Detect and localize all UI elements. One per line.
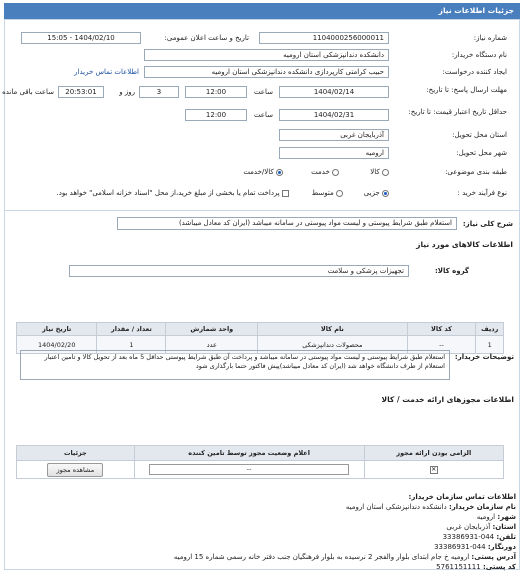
cell-unit: عدد bbox=[166, 336, 258, 354]
category-label: طبقه بندی موضوعی: bbox=[445, 168, 507, 176]
contact-phone bbox=[443, 533, 516, 541]
send-time-label: ساعت bbox=[253, 88, 273, 96]
send-deadline-label: مهلت ارسال پاسخ: تا تاریخ: bbox=[426, 86, 507, 94]
creator-label: ایجاد کننده درخواست: bbox=[442, 68, 507, 76]
fax-key: دورنگار: bbox=[487, 543, 516, 551]
addr-value: ارومیه خ جام ابتدای بلوار والفجر 2 نرسیده به بلوار فرهنگیان جنب دفتر خانه رسمی شماره 15 ارومیه bbox=[173, 553, 470, 561]
need-no-field[interactable]: 1104000256000011 bbox=[259, 32, 389, 44]
post-value: 5761151111 bbox=[436, 563, 481, 571]
radio-goods[interactable] bbox=[382, 169, 389, 176]
fax-value: 044-33386931 bbox=[434, 543, 486, 551]
radio-partial[interactable] bbox=[382, 190, 389, 197]
details-cell bbox=[17, 461, 135, 479]
process-medium-option[interactable] bbox=[312, 189, 343, 197]
contact-postcode bbox=[436, 563, 516, 571]
buyer-notes-label: توضیحات خریدار: bbox=[454, 353, 514, 361]
org-key: نام سازمان خریدار: bbox=[448, 503, 516, 511]
summary-field[interactable]: استعلام طبق شرایط پیوستی و لیست مواد پیوستی در سامانه میباشد (ایران کد معادل میباشد) bbox=[117, 217, 457, 230]
goods-table-header bbox=[17, 323, 504, 336]
remaining-label: ساعت باقی مانده bbox=[2, 88, 54, 96]
need-no-label: شماره نیاز: bbox=[473, 34, 507, 42]
validity-label: حداقل تاریخ اعتبار قیمت: تا تاریخ: bbox=[408, 108, 507, 116]
city-label: شهر محل تحویل: bbox=[456, 149, 507, 157]
status-cell bbox=[134, 461, 364, 479]
province-label: استان محل تحویل: bbox=[452, 131, 507, 139]
radio-service[interactable] bbox=[332, 169, 339, 176]
days-field: 3 bbox=[139, 86, 179, 98]
cell-code: -- bbox=[407, 336, 476, 354]
contact-province bbox=[446, 523, 516, 531]
creator-field[interactable]: حبیب کرامتی کارپردازی دانشکده دندانپزشکی استان ارومیه bbox=[144, 66, 389, 78]
cell-date: 1404/02/20 bbox=[17, 336, 97, 354]
col-name: نام کالا bbox=[258, 323, 407, 336]
col-qty: تعداد / مقدار bbox=[97, 323, 166, 336]
required-cell bbox=[364, 461, 503, 479]
treasury-checkbox[interactable] bbox=[282, 190, 289, 197]
send-date-field[interactable]: 1404/02/14 bbox=[279, 86, 389, 98]
col-code: کد کالا bbox=[407, 323, 476, 336]
announce-field[interactable]: 1404/02/10 - 15:05 bbox=[21, 32, 141, 44]
treasury-note: پرداخت تمام یا بخشی از مبلغ خرید،از محل "اسناد خزانه اسلامی" خواهد بود. bbox=[56, 189, 280, 197]
permits-section-title: اطلاعات مجوزهای ارائه خدمت / کالا bbox=[381, 395, 514, 404]
valid-time-label: ساعت bbox=[253, 111, 273, 119]
contact-fax bbox=[434, 543, 516, 551]
announce-label: تاریخ و ساعت اعلان عمومی: bbox=[164, 34, 249, 42]
province-field[interactable]: آذربایجان غربی bbox=[279, 129, 389, 141]
addr-key: آدرس پستی: bbox=[471, 553, 516, 561]
city-value: ارومیه bbox=[476, 513, 496, 521]
city-field[interactable]: ارومیه bbox=[279, 147, 389, 159]
category-goods-service-option[interactable] bbox=[243, 168, 283, 176]
table-row bbox=[17, 461, 504, 479]
city-key: شهر: bbox=[497, 513, 516, 521]
x-icon: ✕ bbox=[431, 465, 437, 473]
col-details: جزئیات bbox=[17, 446, 135, 461]
goods-service-option-label: کالا/خدمت bbox=[243, 168, 274, 176]
valid-time-field[interactable]: 12:00 bbox=[185, 109, 247, 121]
goods-group-label: گروه کالا: bbox=[434, 267, 469, 275]
valid-date-field[interactable]: 1404/02/31 bbox=[279, 109, 389, 121]
post-key: کد پستی: bbox=[482, 563, 516, 571]
summary-label: شرح کلی نیاز: bbox=[462, 220, 513, 228]
permits-table-header bbox=[17, 446, 504, 461]
prov-key: استان: bbox=[492, 523, 516, 531]
col-status: اعلام وضعیت مجوز توسط تامین کننده bbox=[134, 446, 364, 461]
radio-medium[interactable] bbox=[336, 190, 343, 197]
cell-name: محصولات دندانپزشکی bbox=[258, 336, 407, 354]
col-unit: واحد شمارش bbox=[166, 323, 258, 336]
contact-city bbox=[477, 513, 516, 521]
cell-row: 1 bbox=[476, 336, 504, 354]
page-title: جزئیات اطلاعات نیاز bbox=[4, 3, 520, 19]
buyer-contact-link[interactable]: اطلاعات تماس خریدار bbox=[74, 68, 139, 76]
radio-goods-service[interactable] bbox=[276, 169, 283, 176]
medium-option-label: متوسط bbox=[311, 189, 334, 197]
process-partial-option[interactable] bbox=[364, 189, 389, 197]
tel-key: تلفن: bbox=[496, 533, 516, 541]
buyer-label: نام دستگاه خریدار: bbox=[451, 51, 507, 59]
send-time-field[interactable]: 12:00 bbox=[185, 86, 247, 98]
days-label: روز و bbox=[119, 88, 135, 96]
category-goods-option[interactable] bbox=[370, 168, 389, 176]
category-service-option[interactable] bbox=[311, 168, 339, 176]
goods-section-title: اطلاعات کالاهای مورد نیاز bbox=[416, 240, 513, 249]
view-permit-button[interactable]: مشاهده مجوز bbox=[47, 463, 103, 477]
treasury-payment-option[interactable] bbox=[57, 189, 289, 197]
buyer-notes-field[interactable]: استعلام طبق شرایط پیوستی و لیست مواد پیوستی در سامانه میباشد و پرداخت آن طبق شرایط پیوستی حداقل 5 ماه بعد از تحویل کالا و تامین اعتبار استعلام از طرف دانشگاه خواهد شد (ایران کد معادل میباشد)پیش فاکتور حتما بارگذاری شود bbox=[20, 350, 450, 380]
org-value: دانشکده دندانپزشکی استان ارومیه bbox=[345, 503, 447, 511]
tel-value: 044-33386931 bbox=[442, 533, 495, 541]
col-date: تاریخ نیاز bbox=[17, 323, 97, 336]
prov-value: آذربایجان غربی bbox=[446, 523, 491, 531]
contact-section-title: اطلاعات تماس سازمان خریدار: bbox=[408, 493, 516, 501]
details-panel bbox=[4, 19, 520, 570]
buyer-field[interactable]: دانشکده دندانپزشکی استان ارومیه bbox=[144, 49, 389, 61]
purchase-type-label: نوع فرآیند خرید : bbox=[457, 189, 507, 197]
col-required: الزامی بودن ارائه مجوز bbox=[364, 446, 503, 461]
divider bbox=[5, 210, 519, 211]
partial-option-label: جزیی bbox=[363, 189, 380, 197]
contact-org bbox=[346, 503, 516, 511]
goods-group-field[interactable]: تجهیزات پزشکی و سلامت bbox=[69, 265, 409, 277]
col-row: ردیف bbox=[476, 323, 504, 336]
permits-table bbox=[16, 445, 504, 479]
remaining-time-field: 20:53:01 bbox=[58, 86, 104, 98]
contact-address bbox=[174, 553, 516, 561]
goods-option-label: کالا bbox=[370, 168, 380, 176]
permit-status-field[interactable]: -- bbox=[149, 464, 349, 475]
cell-qty: 1 bbox=[97, 336, 166, 354]
service-option-label: خدمت bbox=[311, 168, 330, 176]
